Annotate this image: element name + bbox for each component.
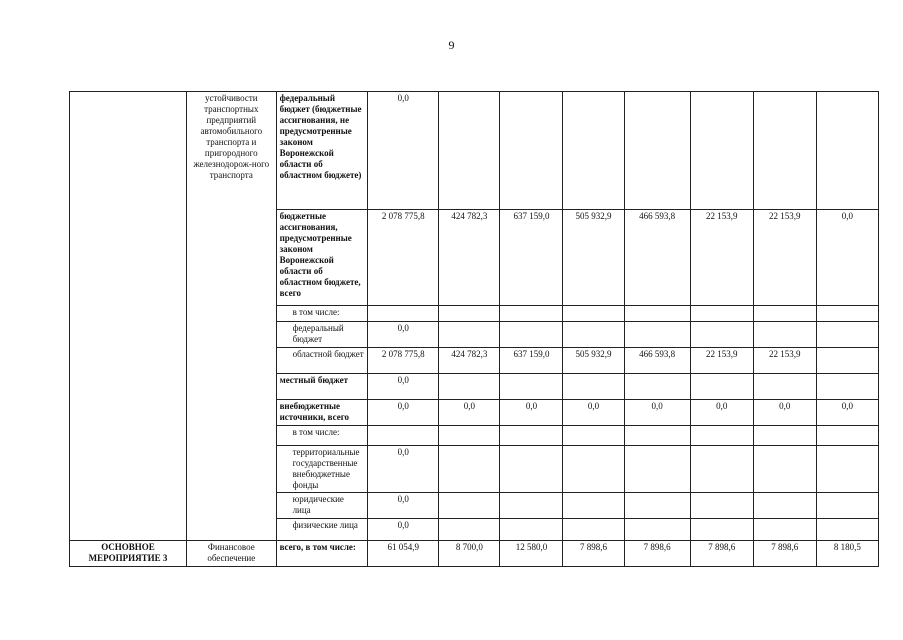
value-cell [816, 374, 878, 400]
value-cell: 0,0 [368, 374, 439, 400]
value-cell: 0,0 [439, 400, 500, 426]
value-cell: 0,0 [624, 400, 690, 426]
table-row [70, 92, 879, 210]
value-cell: 8 700,0 [439, 541, 500, 567]
value-cell: 637 159,0 [500, 210, 563, 306]
value-cell [563, 92, 624, 210]
value-cell [624, 446, 690, 493]
value-cell [563, 306, 624, 322]
value-cell [816, 446, 878, 493]
value-cell [690, 306, 753, 322]
value-cell: 2 078 775,8 [368, 348, 439, 374]
value-cell [500, 446, 563, 493]
value-cell [500, 306, 563, 322]
value-cell [500, 426, 563, 446]
funding-source-label: федеральный бюджет [276, 322, 368, 348]
funding-source-label: всего, в том числе: [276, 541, 368, 567]
value-cell [439, 322, 500, 348]
value-cell: 7 898,6 [753, 541, 816, 567]
funding-source-label: внебюджетные источники, всего [276, 400, 368, 426]
table-row [70, 541, 879, 567]
value-cell: 0,0 [368, 400, 439, 426]
value-cell [753, 426, 816, 446]
funding-source-label: территориальные государственные внебюджетные фонды [276, 446, 368, 493]
value-cell [690, 92, 753, 210]
value-cell [500, 92, 563, 210]
value-cell: 22 153,9 [690, 210, 753, 306]
value-cell [439, 493, 500, 519]
value-cell: 0,0 [500, 400, 563, 426]
value-cell [753, 493, 816, 519]
value-cell [690, 446, 753, 493]
value-cell: 0,0 [368, 446, 439, 493]
value-cell: 12 580,0 [500, 541, 563, 567]
value-cell [816, 519, 878, 541]
value-cell [753, 306, 816, 322]
measure-title: ОСНОВНОЕ МЕРОПРИЯТИЕ 3 [70, 541, 187, 567]
page-number: 9 [448, 38, 455, 52]
value-cell: 2 078 775,8 [368, 210, 439, 306]
value-cell [624, 322, 690, 348]
value-cell [753, 322, 816, 348]
value-cell [753, 92, 816, 210]
value-cell: 0,0 [563, 400, 624, 426]
value-cell [690, 322, 753, 348]
value-cell [439, 519, 500, 541]
value-cell [690, 493, 753, 519]
value-cell [816, 322, 878, 348]
funding-source-label: в том числе: [276, 426, 368, 446]
program-cell: устойчивости транспортных предприятий автомобильного транспорта и пригородного железнодорож-ного транспорта [187, 92, 277, 541]
value-cell: 0,0 [368, 322, 439, 348]
value-cell [500, 493, 563, 519]
value-cell: 7 898,6 [690, 541, 753, 567]
value-cell [690, 374, 753, 400]
value-cell: 424 782,3 [439, 210, 500, 306]
value-cell [816, 348, 878, 374]
funding-source-label: физические лица [276, 519, 368, 541]
value-cell [563, 374, 624, 400]
value-cell [439, 306, 500, 322]
value-cell [563, 519, 624, 541]
funding-source-label: областной бюджет [276, 348, 368, 374]
value-cell [624, 519, 690, 541]
value-cell: 505 932,9 [563, 348, 624, 374]
value-cell [816, 426, 878, 446]
value-cell: 22 153,9 [690, 348, 753, 374]
value-cell [624, 493, 690, 519]
value-cell: 505 932,9 [563, 210, 624, 306]
value-cell [563, 322, 624, 348]
value-cell [624, 426, 690, 446]
value-cell: 0,0 [753, 400, 816, 426]
value-cell: 0,0 [690, 400, 753, 426]
value-cell [368, 426, 439, 446]
value-cell [439, 374, 500, 400]
value-cell: 8 180,5 [816, 541, 878, 567]
value-cell [816, 493, 878, 519]
funding-source-label: бюджетные ассигнования, предусмотренные законом Воронежской области об областном бюджете, всего [276, 210, 368, 306]
value-cell: 466 593,8 [624, 210, 690, 306]
budget-table [69, 91, 879, 567]
value-cell [624, 374, 690, 400]
value-cell: 466 593,8 [624, 348, 690, 374]
value-cell: 424 782,3 [439, 348, 500, 374]
value-cell: 0,0 [368, 519, 439, 541]
value-cell [690, 426, 753, 446]
program-title: Финансовое обеспечение [187, 541, 277, 567]
funding-source-label: федеральный бюджет (бюджетные ассигнования, не предусмотренные законом Воронежской области об областном бюджете) [276, 92, 368, 210]
value-cell [563, 426, 624, 446]
value-cell: 0,0 [816, 210, 878, 306]
value-cell [753, 374, 816, 400]
value-cell [753, 519, 816, 541]
value-cell [690, 519, 753, 541]
funding-source-label: местный бюджет [276, 374, 368, 400]
value-cell: 637 159,0 [500, 348, 563, 374]
funding-source-label: в том числе: [276, 306, 368, 322]
value-cell [368, 306, 439, 322]
value-cell [816, 92, 878, 210]
value-cell [816, 306, 878, 322]
value-cell [753, 446, 816, 493]
value-cell: 0,0 [368, 493, 439, 519]
value-cell [439, 446, 500, 493]
value-cell [624, 92, 690, 210]
value-cell: 7 898,6 [624, 541, 690, 567]
measure-cell [70, 92, 187, 541]
value-cell: 61 054,9 [368, 541, 439, 567]
value-cell: 22 153,9 [753, 210, 816, 306]
value-cell [500, 374, 563, 400]
value-cell: 0,0 [816, 400, 878, 426]
value-cell [500, 322, 563, 348]
value-cell: 0,0 [368, 92, 439, 210]
table-body [70, 92, 879, 567]
value-cell [624, 306, 690, 322]
funding-source-label: юридические лица [276, 493, 368, 519]
value-cell [563, 493, 624, 519]
value-cell [439, 426, 500, 446]
value-cell [500, 519, 563, 541]
value-cell: 7 898,6 [563, 541, 624, 567]
value-cell [563, 446, 624, 493]
value-cell [439, 92, 500, 210]
value-cell: 22 153,9 [753, 348, 816, 374]
